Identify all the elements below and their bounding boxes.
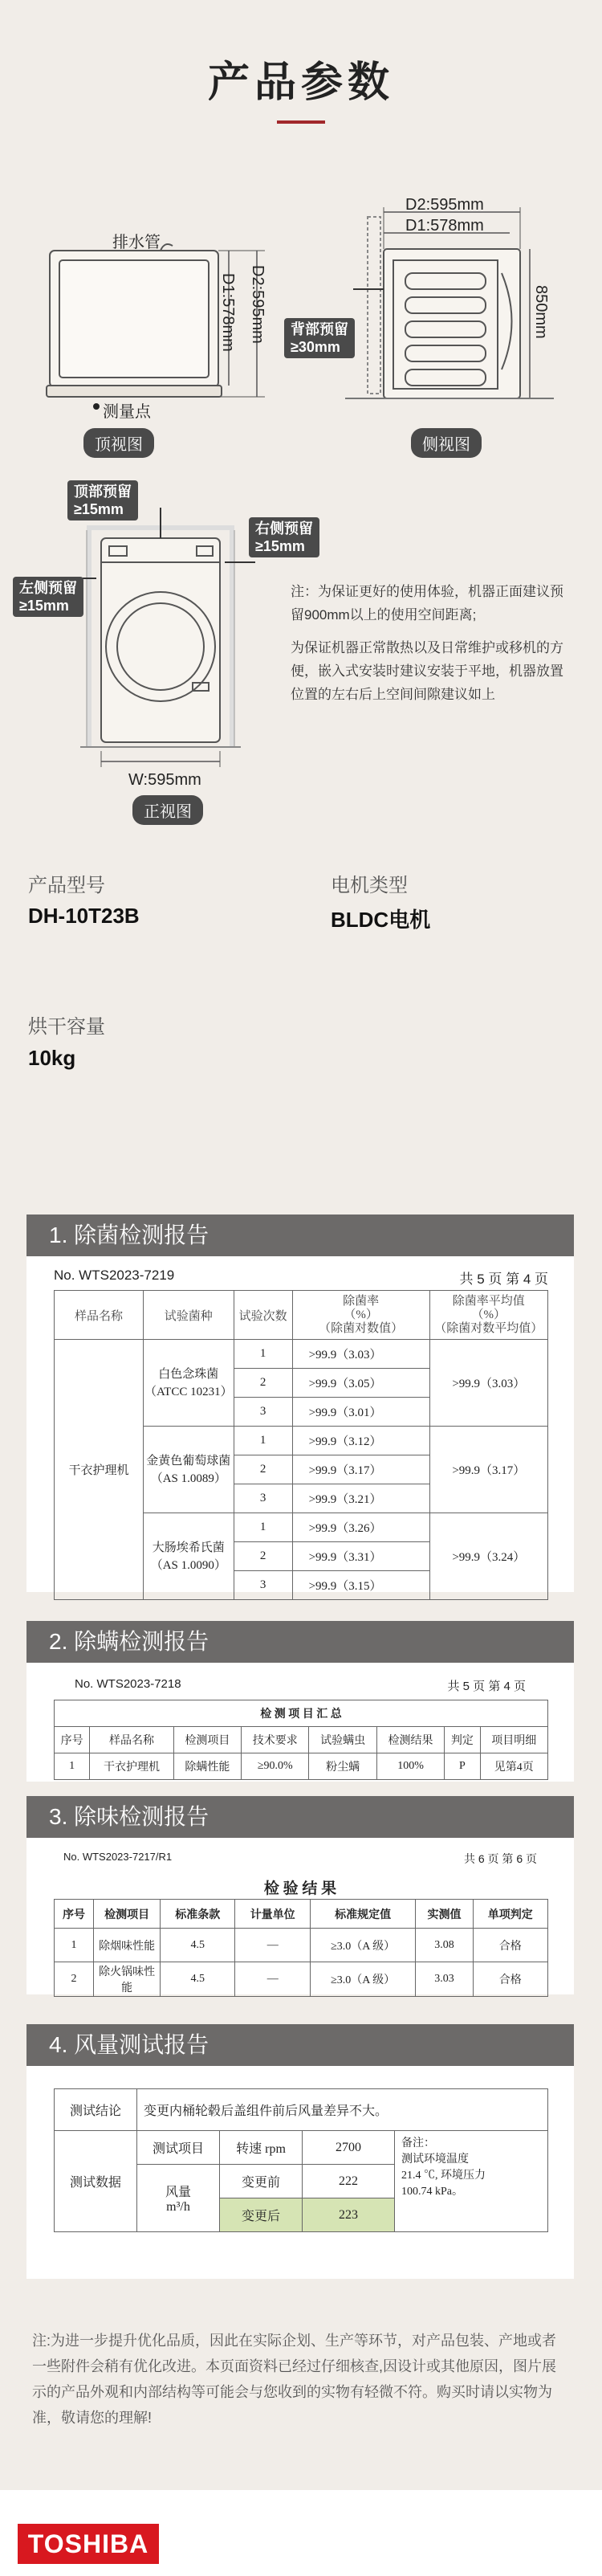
report1-heading: 1. 除菌检测报告 [26, 1215, 574, 1256]
table-header: 试验螨虫 [309, 1727, 376, 1753]
table-header: 样品名称 [55, 1291, 144, 1340]
speed-label: 转速 rpm [220, 2131, 303, 2165]
average-cell: >99.9（3.03） [429, 1340, 547, 1427]
table-cell: — [235, 1929, 310, 1962]
after-value: 223 [303, 2198, 395, 2232]
rate-cell: >99.9（3.26） [292, 1513, 429, 1542]
table-header: 除菌率平均值 （%） （除菌对数平均值） [429, 1291, 547, 1340]
trial-cell: 1 [234, 1340, 292, 1369]
table-cell: 干衣护理机 [90, 1753, 173, 1780]
table-cell: 除螨性能 [173, 1753, 241, 1780]
report3-table [54, 1899, 548, 1997]
table-cell: ≥3.0（A 级） [310, 1962, 415, 1997]
table-cell: 除火锅味性能 [94, 1962, 161, 1997]
report3-number: No. WTS2023-7217/R1 [63, 1851, 173, 1863]
rate-cell: >99.9（3.12） [292, 1427, 429, 1455]
table-cell: 3.08 [416, 1929, 473, 1962]
back-reserve-callout: 背部预留 ≥30mm [284, 318, 355, 358]
table-header: 除菌率 （%） （除菌对数值） [292, 1291, 429, 1340]
report3-card [26, 1838, 574, 1994]
remark-cell: 备注： 测试环境温度 21.4 ℃, 环境压力 100.74 kPa。 [395, 2131, 548, 2232]
report1-page: 共 5 页 第 4 页 [459, 1272, 548, 1287]
report4-heading: 4. 风量测试报告 [26, 2024, 574, 2066]
table-cell: 1 [55, 1753, 90, 1780]
report2-heading: 2. 除螨检测报告 [26, 1621, 574, 1663]
side-d1-label: D1:578mm [405, 217, 484, 235]
after-label: 变更后 [220, 2198, 303, 2232]
side-view-drawing [345, 207, 554, 398]
report2-page: 共 5 页 第 4 页 [447, 1680, 526, 1693]
report2-number: No. WTS2023-7218 [75, 1677, 181, 1691]
report2-table [54, 1700, 548, 1780]
table-header: 标准条款 [161, 1900, 235, 1929]
table-cell: 4.5 [161, 1962, 235, 1997]
table-cell: 4.5 [161, 1929, 235, 1962]
table-header: 标准规定值 [310, 1900, 415, 1929]
strain-cell: 金黄色葡萄球菌 （AS 1.0089） [144, 1427, 234, 1513]
report1-number: No. WTS2023-7219 [54, 1268, 175, 1283]
title-underline [277, 120, 325, 124]
table-cell: ≥90.0% [242, 1753, 309, 1780]
motor-value: BLDC电机 [331, 908, 431, 932]
rate-cell: >99.9（3.05） [292, 1369, 429, 1398]
drain-pipe-label: 排水管 [112, 234, 161, 251]
data-label: 测试数据 [55, 2131, 137, 2232]
rate-cell: >99.9（3.31） [292, 1542, 429, 1571]
conclusion-label: 测试结论 [55, 2089, 137, 2131]
model-value: DH-10T23B [28, 904, 140, 928]
trial-cell: 2 [234, 1455, 292, 1484]
report3-result-title: 检 验 结 果 [263, 1880, 337, 1897]
table-header: 计量单位 [235, 1900, 310, 1929]
page-title: 产品参数 [207, 59, 394, 106]
trial-cell: 3 [234, 1484, 292, 1513]
conclusion-text: 变更内桶轮毂后盖组件前后风量差异不大。 [137, 2089, 548, 2131]
item-label: 测试项目 [137, 2131, 220, 2165]
trial-cell: 3 [234, 1398, 292, 1427]
speed-value: 2700 [303, 2131, 395, 2165]
table-header: 实测值 [416, 1900, 473, 1929]
table-header: 技术要求 [242, 1727, 309, 1753]
motor-label: 电机类型 [331, 875, 408, 896]
rate-cell: >99.9（3.21） [292, 1484, 429, 1513]
average-cell: >99.9（3.17） [429, 1427, 547, 1513]
front-view-drawing [64, 508, 255, 767]
table-cell: 合格 [473, 1929, 547, 1962]
measure-point-label: 测量点 [103, 403, 151, 421]
table-cell: 2 [55, 1962, 94, 1997]
table-header: 检测项目 [94, 1900, 161, 1929]
report3-heading: 3. 除味检测报告 [26, 1796, 574, 1838]
before-value: 222 [303, 2165, 395, 2198]
table-cell: 1 [55, 1929, 94, 1962]
strain-cell: 大肠埃希氏菌 （AS 1.0090） [144, 1513, 234, 1600]
table-cell: — [235, 1962, 310, 1997]
report2-summary: 检 测 项 目 汇 总 [55, 1700, 548, 1727]
table-header: 序号 [55, 1727, 90, 1753]
average-cell: >99.9（3.24） [429, 1513, 547, 1600]
left-reserve-callout: 左侧预留 ≥15mm [13, 577, 83, 617]
rate-cell: >99.9（3.01） [292, 1398, 429, 1427]
table-cell: 合格 [473, 1962, 547, 1997]
disclaimer-note: 注:为进一步提升优化品质，因此在实际企划、生产等环节，对产品包装、产地或者一些附件会稍有优化改进。本页面资料已经过仔细核查,因设计或其他原因，图片展示的产品外观和内部结构等可能会与您收到的实物有轻微不符。购买时请以实物为准，敬请您的理解! [32, 2333, 556, 2426]
right-reserve-callout: 右侧预留 ≥15mm [249, 517, 319, 557]
table-cell: ≥3.0（A 级） [310, 1929, 415, 1962]
rate-cell: >99.9（3.17） [292, 1455, 429, 1484]
table-cell: 100% [376, 1753, 444, 1780]
report1-card [26, 1256, 574, 1592]
rate-cell: >99.9（3.03） [292, 1340, 429, 1369]
table-cell: 除烟味性能 [94, 1929, 161, 1962]
table-header: 项目明细 [480, 1727, 547, 1753]
airflow-label: 风量 m³/h [137, 2165, 220, 2232]
top-reserve-callout: 顶部预留 ≥15mm [67, 480, 138, 521]
before-label: 变更前 [220, 2165, 303, 2198]
space-note-2: 为保证机器正常散热以及日常维护或移机的方便，嵌入式安装时建议安装于平地，机器放置位置的左右后上空间间隙建议如上 [291, 640, 563, 702]
table-header: 试验次数 [234, 1291, 292, 1340]
report1-table [54, 1290, 548, 1600]
table-header: 单项判定 [473, 1900, 547, 1929]
trial-cell: 2 [234, 1369, 292, 1398]
table-cell: 粉尘螨 [309, 1753, 376, 1780]
top-d2-label: D2:595mm [249, 265, 266, 344]
table-cell: P [445, 1753, 480, 1780]
capacity-value: 10kg [28, 1046, 76, 1070]
top-view-tag: 顶视图 [83, 428, 154, 458]
space-note-1: 注：为保证更好的使用体验，机器正面建议预留900mm以上的使用空间距离; [291, 584, 563, 623]
table-header: 样品名称 [90, 1727, 173, 1753]
trial-cell: 1 [234, 1427, 292, 1455]
table-header: 试验菌种 [144, 1291, 234, 1340]
toshiba-logo: TOSHIBA [18, 2524, 159, 2564]
top-d1-label: D1:578mm [219, 273, 237, 352]
table-cell: 见第4页 [480, 1753, 547, 1780]
front-width-label: W:595mm [128, 771, 201, 789]
report4-table [54, 2088, 548, 2232]
front-view-tag: 正视图 [132, 795, 203, 825]
report4-card [26, 2066, 574, 2279]
trial-cell: 1 [234, 1513, 292, 1542]
table-header: 检测项目 [173, 1727, 241, 1753]
report2-card [26, 1663, 574, 1782]
side-d2-label: D2:595mm [405, 196, 484, 214]
trial-cell: 3 [234, 1571, 292, 1600]
model-label: 产品型号 [28, 875, 105, 896]
table-header: 序号 [55, 1900, 94, 1929]
side-height-label: 850mm [532, 285, 550, 339]
trial-cell: 2 [234, 1542, 292, 1571]
strain-cell: 白色念珠菌 （ATCC 10231） [144, 1340, 234, 1427]
table-header: 判定 [445, 1727, 480, 1753]
rate-cell: >99.9（3.15） [292, 1571, 429, 1600]
capacity-label: 烘干容量 [28, 1016, 105, 1038]
sample-name-cell: 干衣护理机 [55, 1340, 144, 1600]
report3-page: 共 6 页 第 6 页 [463, 1852, 537, 1865]
side-view-tag: 侧视图 [411, 428, 482, 458]
table-header: 检测结果 [376, 1727, 444, 1753]
table-cell: 3.03 [416, 1962, 473, 1997]
